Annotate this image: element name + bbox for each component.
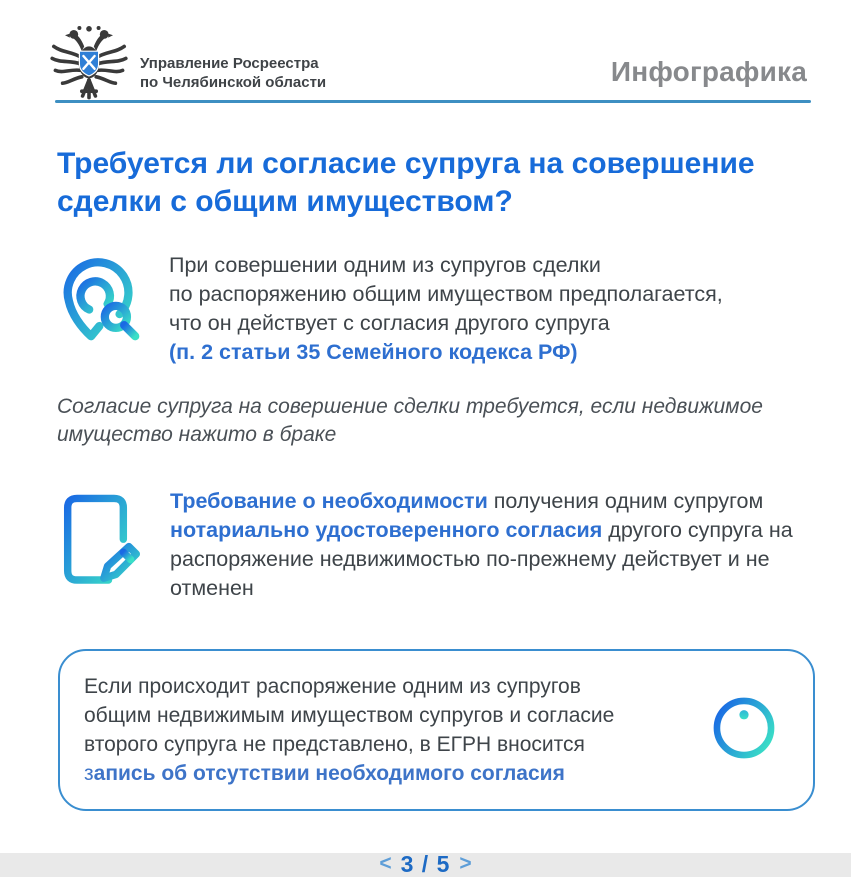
header <box>0 0 851 100</box>
org-name-line2: по Челябинской области <box>140 74 327 91</box>
requirement-text <box>170 487 811 603</box>
presumption-text <box>169 251 723 367</box>
requirement-seg1: Требование о необходимости <box>170 489 488 513</box>
egrn-line2: общим недвижимым имуществом супругов и согласие <box>84 704 615 727</box>
egrn-line1: Если происходит распоряжение одним из супругов <box>84 675 581 698</box>
note-line2: имущество нажито в браке <box>57 423 337 446</box>
egrn-line3: второго супруга не представлено, в ЕГРН вносится <box>84 733 585 756</box>
requirement-seg3: нотариально удостоверенного согласия <box>170 518 603 542</box>
info-icon <box>711 695 777 766</box>
rosreestr-brand <box>48 24 326 104</box>
section-presumption <box>57 251 811 367</box>
presumption-line1: При совершении одним из супругов сделки <box>169 253 601 277</box>
org-name <box>140 36 326 92</box>
page-title-line2: сделки с общим имуществом? <box>57 185 513 218</box>
next-page-arrow[interactable]: > <box>459 852 472 875</box>
page-title-line1: Требуется ли согласие супруга на совершение <box>57 147 755 180</box>
note-text <box>57 393 811 449</box>
requirement-seg2: получения одним супругом <box>487 489 764 513</box>
pin-search-icon <box>57 253 149 360</box>
egrn-info-box <box>58 649 815 811</box>
org-name-line1: Управление Росреестра <box>140 55 319 72</box>
egrn-info-text <box>84 672 697 788</box>
presumption-line2: по распоряжению общим имуществом предполагается, <box>169 282 723 306</box>
presumption-line3: что он действует с согласия другого супруга <box>169 311 610 335</box>
egrn-line4 <box>84 759 697 788</box>
rosreestr-eagle-logo-icon <box>48 24 130 104</box>
pagination <box>0 851 851 877</box>
egrn-blue-prefix: з <box>84 762 94 785</box>
page-count: 3 / 5 <box>400 851 451 877</box>
prev-page-arrow[interactable]: < <box>379 852 392 875</box>
section-requirement <box>57 487 811 603</box>
page-title <box>57 145 811 221</box>
requirement-seg4: другого супруга на распоряжение недвижимостью по-прежнему действует и не отменен <box>170 518 793 600</box>
document-pencil-icon <box>60 491 144 598</box>
infographic-label: Инфографика <box>610 56 807 87</box>
note-line1: Согласие супруга на совершение сделки требуется, если недвижимое <box>57 395 763 418</box>
egrn-blue-text: апись об отсутствии необходимого согласия <box>93 762 565 785</box>
law-reference: (п. 2 статьи 35 Семейного кодекса РФ) <box>169 340 578 364</box>
